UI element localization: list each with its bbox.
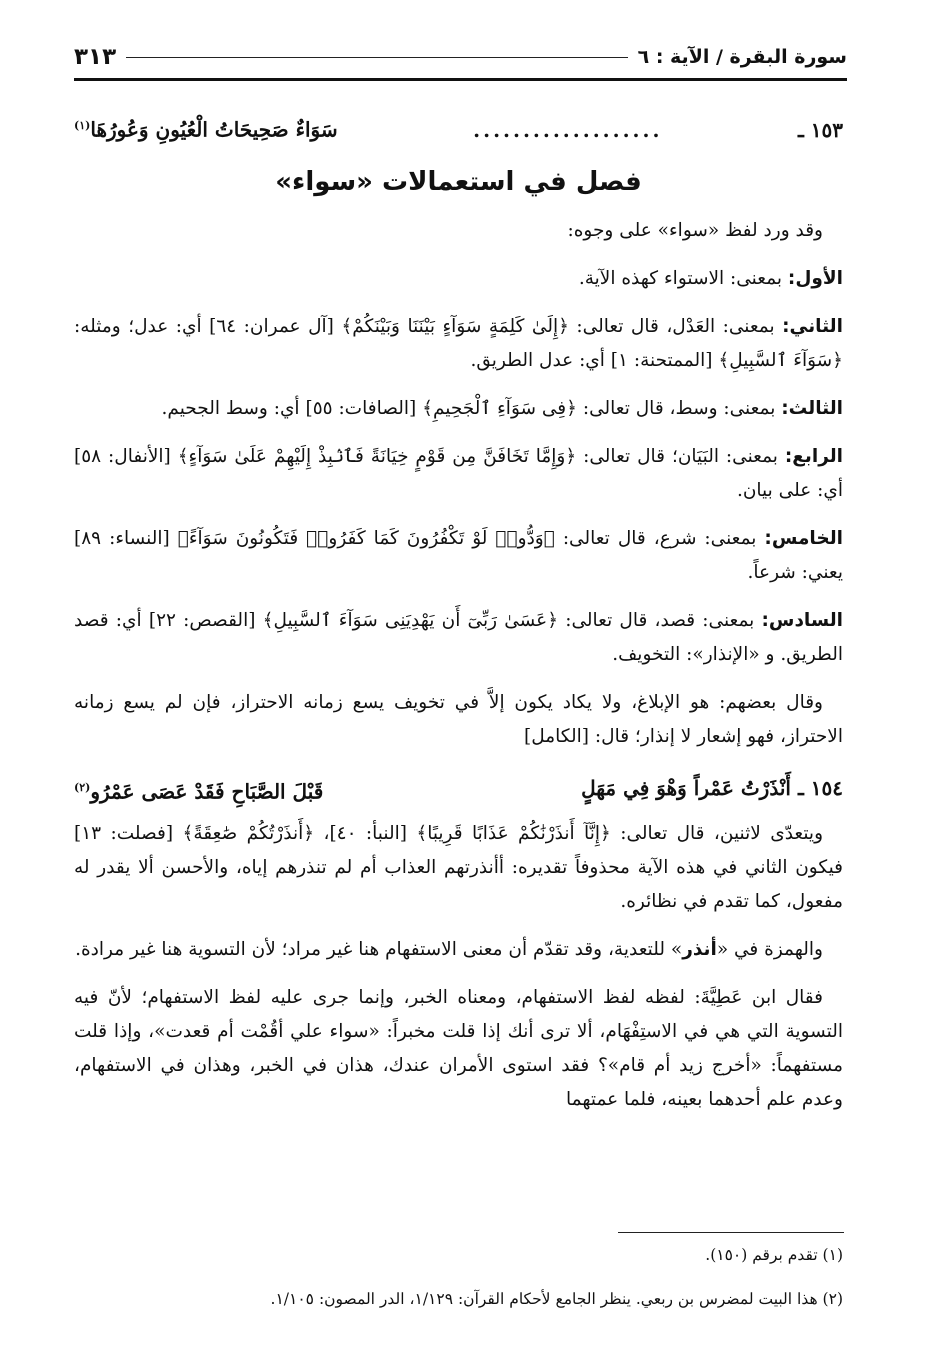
paragraph-fifth <box>74 522 843 590</box>
item-label: الثاني: <box>782 315 843 337</box>
item-text: بمعنى: قصد، قال تعالى: ﴿عَسَىٰ رَبِّىٓ أَن يَهْدِيَنِى سَوَآءَ ٱلسَّبِيلِ﴾ [القصص: ٢٢] أي: قصد الطريق. و «الإنذار»: التخويف. <box>74 609 843 665</box>
verse-second-half <box>74 768 323 812</box>
item-text: بمعنى: الاستواء كهذه الآية. <box>578 267 788 289</box>
paragraph-fourth <box>74 440 843 508</box>
header-line <box>126 57 627 58</box>
paragraph-first <box>74 262 843 296</box>
item-label: الرابع: <box>784 445 843 467</box>
footnote-ref: (١) <box>74 119 91 132</box>
item-text: بمعنى: وسط، قال تعالى: ﴿فِى سَوَآءِ ٱلْجَحِيمِ﴾ [الصافات: ٥٥] أي: وسط الجحيم. <box>161 397 782 419</box>
paragraph-sixth <box>74 604 843 672</box>
paragraph-second <box>74 310 843 378</box>
item-text: بمعنى: البَيَان؛ قال تعالى: ﴿وَإِمَّا تَخَافَنَّ مِن قَوْمٍ خِيَانَةً فَٱنۢبِذْ إِلَيْهِمْ عَلَىٰ سَوَآءٍ﴾ [الأنفال: ٥٨] أي: على بيان. <box>74 445 843 501</box>
surah-reference: سورة البقرة / الآية : ٦ <box>637 46 847 68</box>
hamza-text-pre: والهمزة في « <box>716 939 823 961</box>
hamza-text-post: » للتعدية، وقد تقدّم أن معنى الاستفهام هنا غير مراد؛ لأن التسوية هنا غير مرادة. <box>75 939 683 961</box>
poetry-line-153 <box>74 106 843 150</box>
running-header <box>74 40 847 74</box>
footnote-separator <box>618 1232 844 1233</box>
paragraph-hamza <box>74 933 843 967</box>
footnotes <box>74 1240 843 1328</box>
verse-first-half <box>581 768 843 812</box>
verse-hemistich-1: أَنْذَرْتُ عَمْراً وَهْوَ فِي مَهَلٍ <box>581 775 791 800</box>
item-label: السادس: <box>761 609 843 631</box>
item-label: الثالث: <box>781 397 843 419</box>
paragraph-quote: وقال بعضهم: هو الإبلاغ، ولا يكاد يكون إلاَّ في تخويف يسع زمانه الاحتراز، فإن لم يسع زمانه الاحتراز، فهو إشعار لا إنذار؛ قال: [الكامل] <box>74 691 843 747</box>
paragraph-intro: وقد ورد لفظ «سواء» على وجوه: <box>567 219 823 241</box>
footnote-ref: (٢) <box>74 780 91 794</box>
ellipsis-dots: ................... <box>473 117 663 142</box>
paragraph-ibn-atiyya: فقال ابن عَطِيَّةَ: لفظه لفظ الاستفهام، ومعناه الخبر، وإنما جرى عليه لفظ الاستفهام؛ لأنّ فيه التسوية التي هي في الاستِفْهَام، ألا ترى أنك إذا قلت مخبراً: «سواء علي أقُمْت أم قعدت»، وإذا قلت مستفهماً: «أخرج زيد أم قام»؟ فقد استوى الأمران عندك، هذان في الخبر، وهذان في الاستفهام، وعدم علم أحدهما بعينه، فلما عمتهما <box>74 987 843 1111</box>
header-rule <box>74 78 847 81</box>
main-text <box>74 106 843 1131</box>
footnote-1: (١) تقدم برقم (١٥٠). <box>705 1246 843 1264</box>
paragraph-third <box>74 392 843 426</box>
item-text: بمعنى: العَدْل، قال تعالى: ﴿إِلَىٰ كَلِمَةٍ سَوَآءٍ بَيْنَنَا وَبَيْنَكُمْ﴾ [آل عمران: ٦٤] أي: عدل؛ ومثله: ﴿سَوَآءَ ٱلسَّبِيلِ﴾ [الممتحنة: ١] أي: عدل الطريق. <box>74 315 843 371</box>
verse-hemistich <box>74 106 338 150</box>
hamza-keyword: أنذر <box>682 939 717 961</box>
item-label: الأول: <box>787 267 843 289</box>
verse-number: ١٥٣ ـ <box>797 117 843 142</box>
verse-hemistich-2: قَبْلَ الصَّبَاحِ فَقَدْ عَصَى عَمْرُو <box>90 779 324 804</box>
page-number: ٣١٣ <box>74 44 117 70</box>
verse-text: سَوَاءٌ صَحِيحَاتُ الْعُيُونِ وَعُورُهَا <box>90 117 338 142</box>
footnote-2: (٢) هذا البيت لمضرس بن ربعي. ينظر الجامع لأحكام القرآن: ١/١٢٩، الدر المصون: ١/١٠٥. <box>270 1290 843 1308</box>
paragraph-transitive: ويتعدّى لاثنين، قال تعالى: ﴿إِنَّآ أَنذَرْنَٰكُمْ عَذَابًا قَرِيبًا﴾ [النبأ: ٤٠]، ﴿أَنذَرْتُكُمْ صَٰعِقَةً﴾ [فصلت: ١٣] فيكون الثاني في هذه الآية محذوفاً تقديره: أأنذرتهم العذاب أم لم تنذرهم إياه، والأحسن ألا يقدر له مفعول، كما تقدم في نظائره. <box>74 823 843 913</box>
item-label: الخامس: <box>764 527 843 549</box>
verse-number: ١٥٤ ـ <box>797 775 843 800</box>
section-title: فصل في استعمالات «سواء» <box>275 166 642 197</box>
item-text: بمعنى: شرع، قال تعالى: ﴿وَدُّوا۟ لَوْ تَكْفُرُونَ كَمَا كَفَرُوا۟ فَتَكُونُونَ سَوَآءً﴾ [النساء: ٨٩] يعني: شرعاً. <box>74 527 843 583</box>
poetry-line-154 <box>74 768 843 812</box>
